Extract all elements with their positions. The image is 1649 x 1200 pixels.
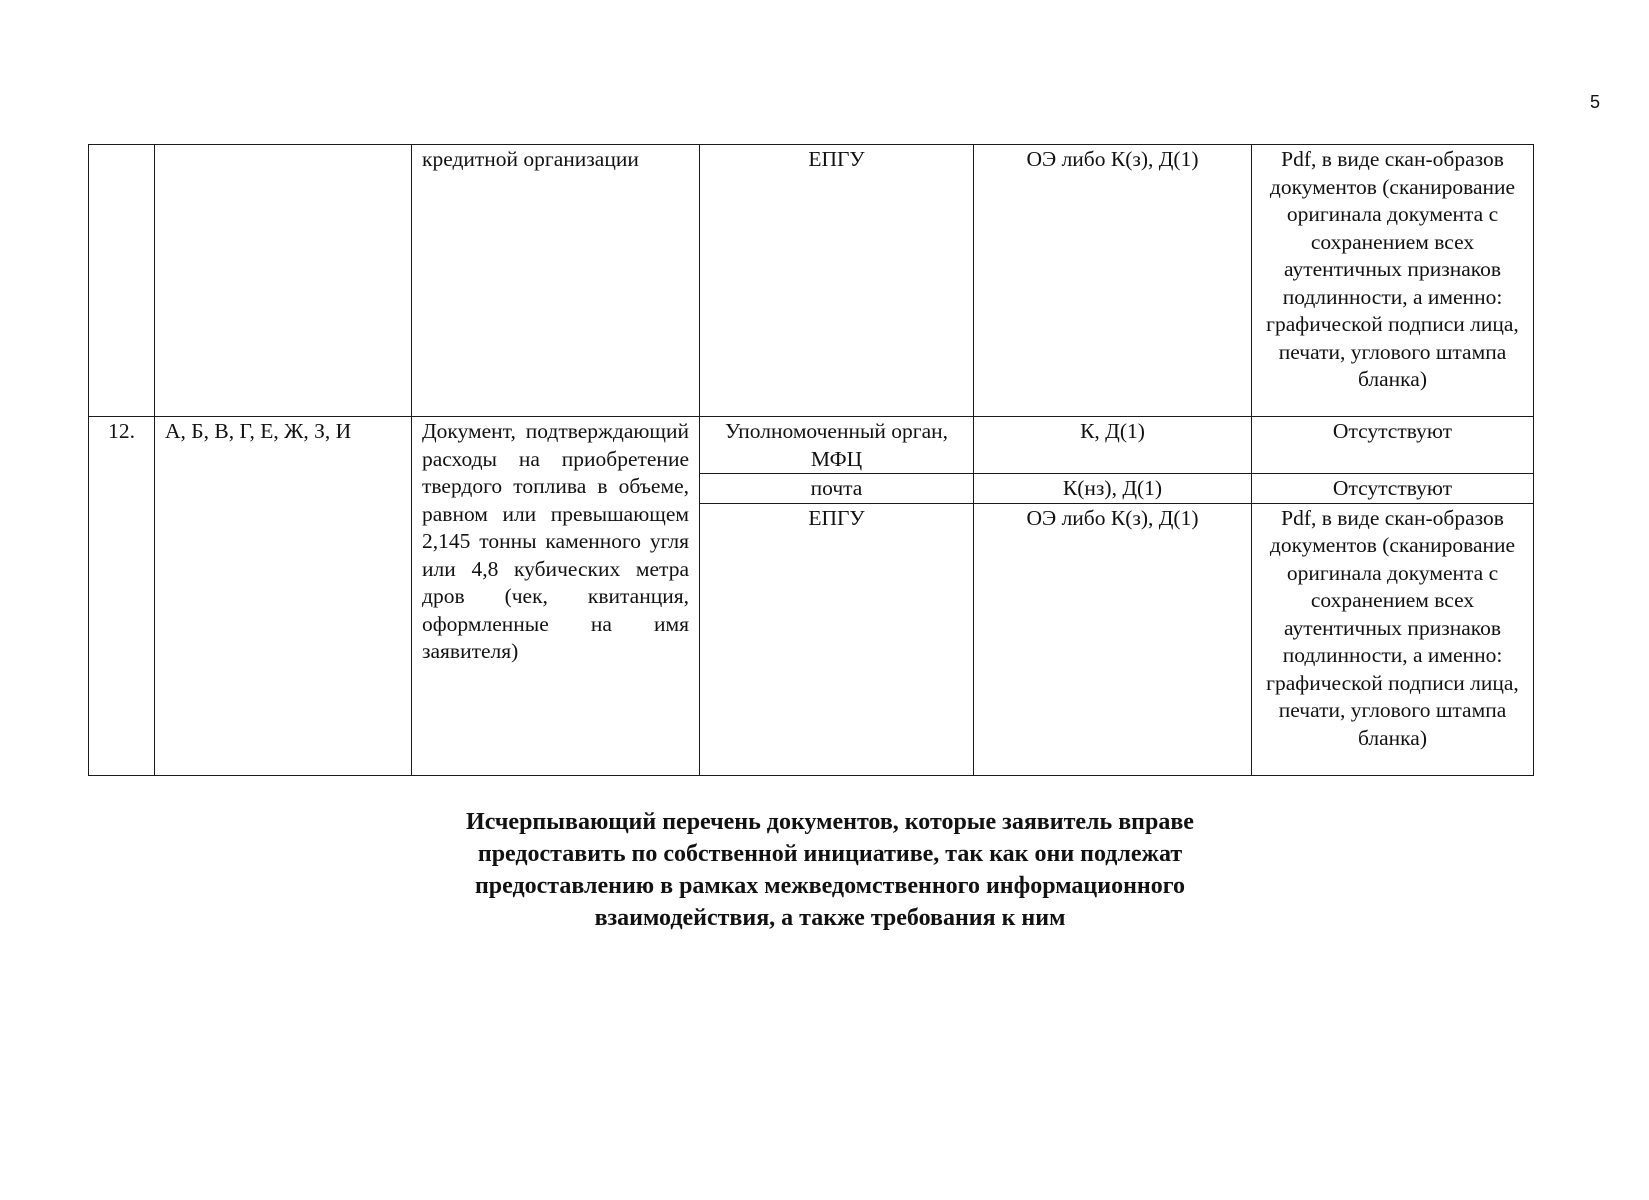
row-number-cell	[89, 145, 155, 417]
document-form-cell: К, Д(1)	[974, 417, 1252, 474]
page-number: 5	[1590, 92, 1601, 112]
document-form-cell: ОЭ либо К(з), Д(1)	[974, 503, 1252, 775]
documents-table	[88, 144, 1534, 776]
document-name-cell: кредитной организации	[412, 145, 700, 417]
document-form-cell: К(нз), Д(1)	[974, 474, 1252, 504]
submission-channel-cell: Уполномоченный орган, МФЦ	[700, 417, 974, 474]
applicant-categories-cell: А, Б, В, Г, Е, Ж, З, И	[155, 417, 412, 776]
row-number-cell: 12.	[89, 417, 155, 776]
section-heading-line: предоставить по собственной инициативе, так как они подлежат	[477, 841, 1183, 867]
table-row-12	[89, 417, 1534, 474]
section-heading-line: предоставлению в рамках межведомственного информационного	[474, 873, 1186, 899]
requirements-cell: Pdf, в виде скан-образов документов (сканирование оригинала документа с сохранением всех аутентичных признаков подлинности, а именно: графической подписи лица, печати, углового штампа бланка)	[1252, 503, 1534, 775]
requirements-cell: Отсутствуют	[1252, 417, 1534, 474]
requirements-cell: Pdf, в виде скан-образов документов (сканирование оригинала документа с сохранением всех аутентичных признаков подлинности, а именно: графической подписи лица, печати, углового штампа бланка)	[1252, 145, 1534, 417]
section-heading	[330, 806, 1330, 934]
requirements-cell: Отсутствуют	[1252, 474, 1534, 504]
table-row-continued	[89, 145, 1534, 417]
submission-channel-cell: ЕПГУ	[700, 503, 974, 775]
applicant-categories-cell	[155, 145, 412, 417]
section-heading-line: взаимодействия, а также требования к ним	[594, 905, 1066, 931]
document-name-cell: Документ, подтверждающий расходы на приобретение твердого топлива в объеме, равном или превышающем 2,145 тонны каменного угля или 4,8 кубических метра дров (чек, квитанция, оформленные на имя заявителя)	[412, 417, 700, 776]
submission-channel-cell: почта	[700, 474, 974, 504]
section-heading-line: Исчерпывающий перечень документов, которые заявитель вправе	[466, 809, 1194, 835]
submission-channel-cell: ЕПГУ	[700, 145, 974, 417]
document-form-cell: ОЭ либо К(з), Д(1)	[974, 145, 1252, 417]
